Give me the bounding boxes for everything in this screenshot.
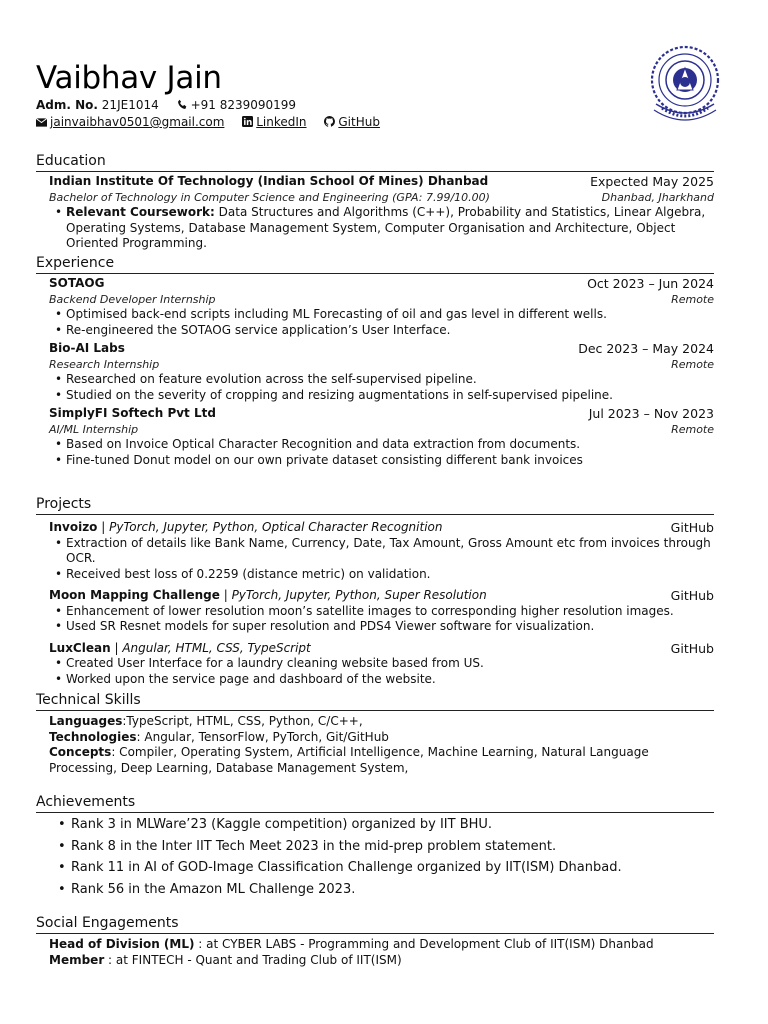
achievement-item: • Rank 8 in the Inter IIT Tech Meet 2023 in the mid-prep problem statement.	[71, 836, 714, 858]
bullet: • Fine-tuned Donut model on our own private dataset consisting different bank invoices	[66, 453, 714, 469]
linkedin-icon	[242, 116, 253, 130]
skills-concepts	[49, 745, 714, 776]
project-tech: PyTorch, Jupyter, Python, Optical Character Recognition	[109, 520, 443, 534]
achievements-heading: Achievements	[36, 793, 714, 813]
adm-label: Adm. No.	[36, 98, 98, 112]
role2-text: : at FINTECH - Quant and Trading Club of IIT(ISM)	[104, 952, 402, 967]
achievements-list	[36, 814, 714, 900]
project-entry: Invoizo | PyTorch, Jupyter, Python, Optical Character Recognition GitHub • Extraction of details like Bank Name, Currency, Date, Tax Amount, Gross Amount etc from invoices through OCR. • Received best loss of 0.2259 (distance metric) on validation.	[36, 520, 714, 582]
bullet: • Studied on the severity of cropping and resizing augmentations in self-supervised pipeline.	[66, 388, 714, 404]
project-entry: LuxClean | Angular, HTML, CSS, TypeScript GitHub • Created User Interface for a laundry cleaning website based from US. • Worked upon the service page and dashboard of the website.	[36, 641, 714, 688]
exp-bullets	[49, 437, 714, 468]
concepts-label: Concepts	[49, 745, 112, 759]
institution: Indian Institute Of Technology (Indian School Of Mines) Dhanbad	[49, 174, 489, 188]
education-date: Expected May 2025	[590, 174, 714, 189]
education-entry	[36, 174, 714, 252]
bullet: • Re-engineered the SOTAOG service application’s User Interface.	[66, 323, 714, 339]
role1-text: : at CYBER LABS - Programming and Development Club of IIT(ISM) Dhanbad	[194, 937, 654, 951]
education-section	[36, 152, 714, 252]
bullet: • Worked upon the service page and dashboard of the website.	[66, 672, 714, 688]
project-bullets	[49, 536, 714, 583]
languages-value: :TypeScript, HTML, CSS, Python, C/C++,	[122, 714, 363, 728]
email-link[interactable]: jainvaibhav0501@gmail.com	[50, 115, 225, 129]
experience-heading: Experience	[36, 254, 714, 274]
bullet: • Received best loss of 0.2259 (distance metric) on validation.	[66, 567, 714, 583]
bullet: • Researched on feature evolution across the self-supervised pipeline.	[66, 372, 714, 388]
languages-label: Languages	[49, 714, 123, 728]
skills-heading: Technical Skills	[36, 691, 714, 711]
coursework-label: Relevant Coursework:	[66, 205, 215, 219]
exp-date: Dec 2023 – May 2024	[578, 341, 714, 356]
bullet: • Based on Invoice Optical Character Recognition and data extraction from documents.	[66, 437, 714, 453]
bullet: • Extraction of details like Bank Name, Currency, Date, Tax Amount, Gross Amount etc from invoices through OCR.	[66, 536, 714, 567]
coursework-text: Data Structures and Algorithms (C++), Probability and Statistics, Linear Algebra, Operating Systems, Database Management System, Computer Organisation and Architecture, Object Oriented Programming.	[66, 205, 706, 250]
skills-section	[36, 691, 714, 776]
github-icon	[324, 116, 335, 130]
exp-org: Bio-AI Labs	[49, 341, 125, 355]
skills-languages	[49, 714, 714, 730]
social-role-1	[49, 937, 714, 953]
experience-section	[36, 254, 714, 468]
coursework-list	[49, 205, 714, 252]
project-entry: Moon Mapping Challenge | PyTorch, Jupyter, Python, Super Resolution GitHub • Enhancement of lower resolution moon’s satellite images to corresponding higher resolution images. • Used SR Resnet models for super resolution and PDS4 Viewer software for visualization.	[36, 588, 714, 635]
project-link[interactable]: GitHub	[670, 520, 714, 535]
role1-label: Head of Division (ML)	[49, 937, 195, 951]
exp-date: Jul 2023 – Nov 2023	[588, 406, 714, 421]
social-heading: Social Engagements	[36, 914, 714, 934]
project-tech: PyTorch, Jupyter, Python, Super Resolution	[231, 588, 487, 602]
exp-bullets	[49, 372, 714, 403]
exp-org: SOTAOG	[49, 276, 105, 290]
exp-location: Remote	[671, 292, 714, 306]
adm-value: 21JE1014	[101, 98, 159, 112]
experience-entry	[36, 341, 714, 403]
exp-bullets	[49, 307, 714, 338]
skills-body	[36, 714, 714, 776]
skills-technologies	[49, 730, 714, 746]
iit-ism-logo	[648, 44, 722, 136]
projects-section	[36, 495, 714, 687]
project-link[interactable]: GitHub	[670, 640, 714, 656]
project-tech: Angular, HTML, CSS, TypeScript	[122, 640, 311, 655]
achievement-item: • Rank 11 in AI of GOD-Image Classification Challenge organized by IIT(ISM) Dhanbad.	[71, 857, 714, 879]
project-name: LuxClean	[49, 640, 111, 655]
bullet: • Created User Interface for a laundry cleaning website based from US.	[66, 656, 714, 672]
social-body	[36, 937, 714, 968]
bullet: • Enhancement of lower resolution moon’s satellite images to corresponding higher resolution images.	[66, 604, 714, 620]
projects-heading: Projects	[36, 495, 714, 515]
technologies-label: Technologies	[49, 729, 137, 744]
social-section	[36, 914, 714, 968]
achievements-section	[36, 793, 714, 900]
education-heading: Education	[36, 152, 714, 172]
project-name: Moon Mapping Challenge	[49, 588, 220, 602]
achievement-item: • Rank 3 in MLWare’23 (Kaggle competition) organized by IIT BHU.	[71, 814, 714, 836]
resume-name: Vaibhav Jain	[36, 60, 222, 96]
coursework-item	[66, 205, 714, 252]
experience-entry	[36, 276, 714, 338]
exp-role: Research Internship	[49, 357, 160, 371]
phone-icon	[177, 99, 188, 113]
social-role-2	[49, 953, 714, 969]
exp-location: Remote	[671, 357, 714, 371]
contact-line-2	[36, 115, 380, 130]
exp-role: Backend Developer Internship	[49, 292, 216, 306]
degree: Bachelor of Technology in Computer Science and Engineering (GPA: 7.99/10.00)	[49, 190, 490, 204]
envelope-icon	[36, 116, 47, 130]
project-link[interactable]: GitHub	[670, 588, 714, 603]
role2-label: Member	[49, 952, 105, 967]
bullet: • Used SR Resnet models for super resolution and PDS4 Viewer software for visualization.	[66, 619, 714, 635]
achievement-item: • Rank 56 in the Amazon ML Challenge 2023.	[71, 879, 714, 901]
project-bullets	[49, 604, 714, 635]
technologies-value: : Angular, TensorFlow, PyTorch, Git/GitHub	[136, 729, 389, 744]
phone-number: +91 8239090199	[190, 98, 297, 112]
exp-org: SimplyFI Softech Pvt Ltd	[49, 406, 216, 420]
experience-entry	[36, 406, 714, 468]
linkedin-link[interactable]: LinkedIn	[256, 115, 307, 129]
contact-line-1	[36, 98, 296, 113]
exp-role: AI/ML Internship	[49, 422, 139, 436]
education-location: Dhanbad, Jharkhand	[601, 190, 714, 204]
concepts-value: : Compiler, Operating System, Artificial Intelligence, Machine Learning, Natural Language Processing, Deep Learning, Database Management System,	[49, 745, 649, 775]
github-link[interactable]: GitHub	[338, 115, 380, 129]
project-bullets	[49, 656, 714, 687]
project-name: Invoizo	[49, 520, 98, 534]
exp-date: Oct 2023 – Jun 2024	[587, 276, 714, 291]
bullet: • Optimised back-end scripts including ML Forecasting of oil and gas level in different wells.	[66, 307, 714, 323]
exp-location: Remote	[671, 422, 714, 436]
